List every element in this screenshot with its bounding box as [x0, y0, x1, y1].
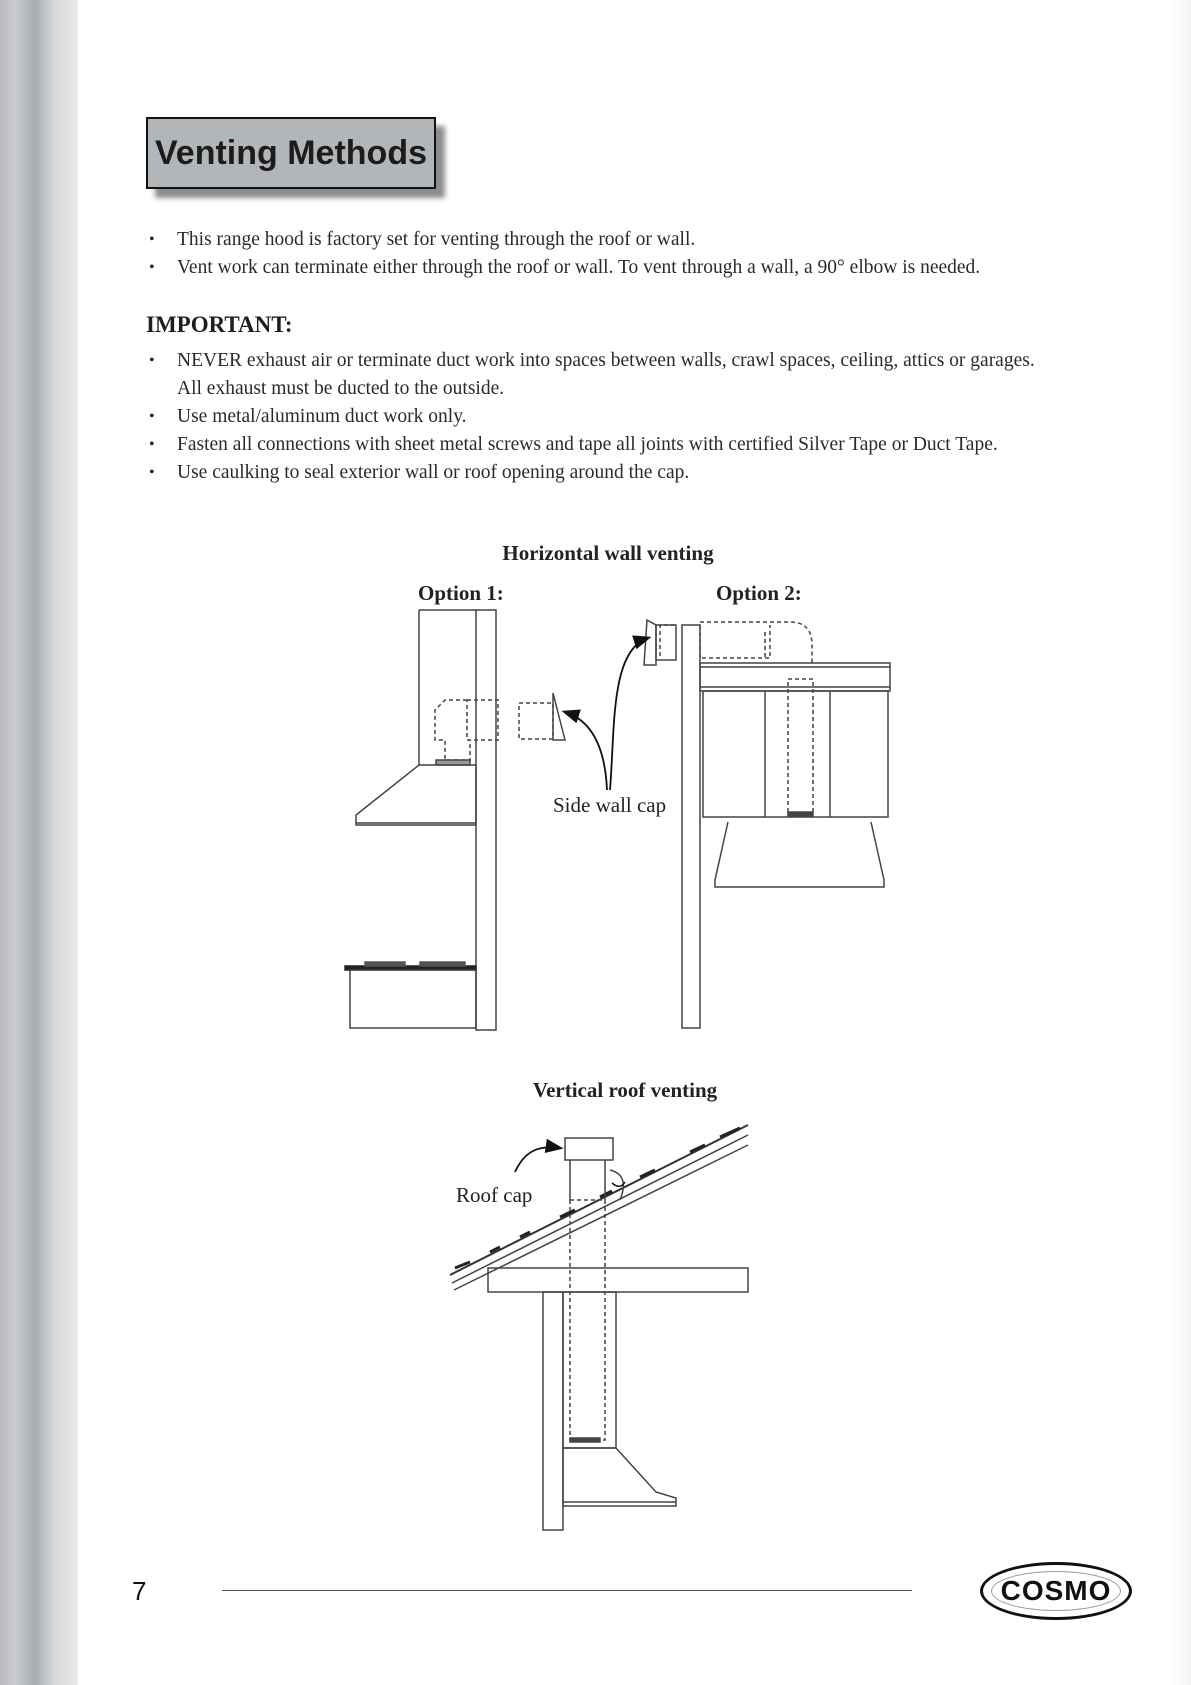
roof-cap-arrow — [515, 1147, 560, 1172]
cosmo-logo — [980, 1562, 1132, 1620]
list-item: • Use caulking to seal exterior wall or roof opening around the cap. — [146, 459, 1046, 487]
roof-cap-label: Roof cap — [456, 1183, 533, 1207]
option1-illustration — [345, 610, 565, 1030]
list-item: • This range hood is factory set for venting through the roof or wall. — [146, 226, 1046, 254]
page-number: 7 — [132, 1576, 147, 1606]
list-item: • Fasten all connections with sheet metal screws and tape all joints with certified Silver Tape or Duct Tape. — [146, 431, 1046, 459]
horizontal-wall-venting-diagram — [345, 541, 890, 1030]
option2-label: Option 2: — [716, 581, 802, 605]
side-wall-cap-arrow — [565, 712, 607, 790]
side-wall-cap-arrow — [610, 638, 648, 790]
important-heading: IMPORTANT: — [146, 312, 293, 337]
option1-label: Option 1: — [418, 581, 504, 605]
list-item: • Vent work can terminate either through the roof or wall. To vent through a wall, a 90° elbow is needed. — [146, 254, 1046, 282]
horizontal-diagram-title: Horizontal wall venting — [502, 541, 714, 565]
side-wall-cap-label: Side wall cap — [553, 793, 667, 817]
section-title: Venting Methods — [155, 133, 427, 172]
option2-illustration — [644, 620, 890, 1028]
brand-name: COSMO — [1000, 1575, 1112, 1606]
list-item: • NEVER exhaust air or terminate duct work into spaces between walls, crawl spaces, ceiling, attics or garages. All exhaust must be ducted to the outside. — [146, 347, 1046, 403]
footer-divider — [222, 1590, 912, 1591]
vertical-diagram-title: Vertical roof venting — [532, 1078, 718, 1102]
vertical-roof-venting-diagram — [450, 1078, 748, 1530]
list-item: • Use metal/aluminum duct work only. — [146, 403, 1046, 431]
